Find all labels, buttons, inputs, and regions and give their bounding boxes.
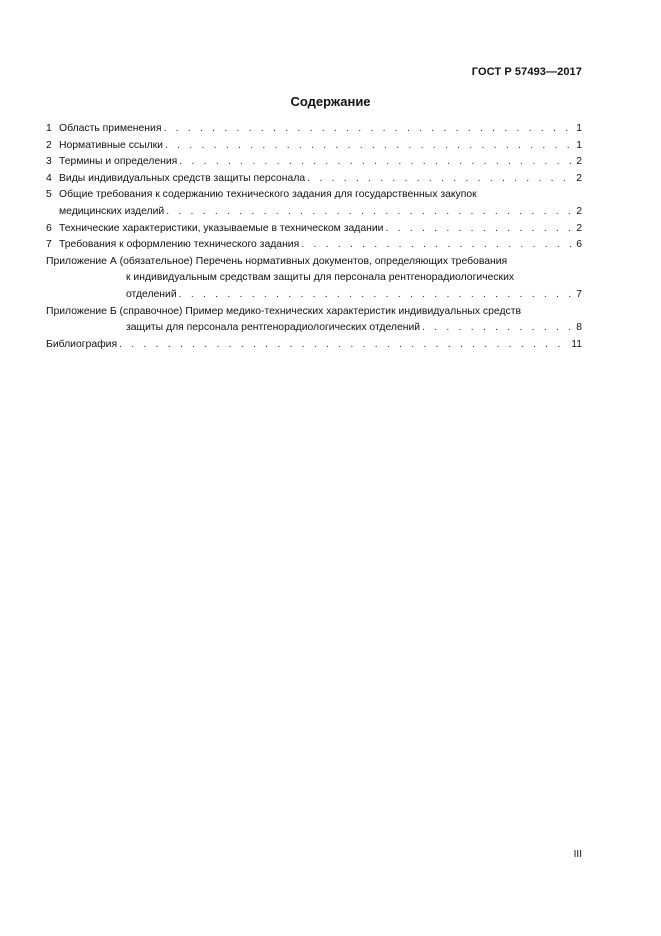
toc-page-number: 1 [576,139,582,151]
toc-entry[interactable] [46,171,582,188]
toc-entry[interactable] [46,237,582,254]
toc-entry-bibliography[interactable] [46,337,582,354]
dot-leader [385,221,573,238]
dot-leader [165,138,573,155]
toc-page-number: 2 [576,222,582,234]
toc-page-number: 7 [576,288,582,300]
toc-entry-number: 4 [46,172,52,184]
toc-entry-number: 3 [46,156,52,168]
toc-page-number: 11 [571,338,582,350]
toc-entry-number: 2 [46,139,52,151]
toc-entry-title-line: к индивидуальным средствам защиты для персонала рентгенорадиологических [126,272,515,284]
toc-entry-title: Нормативные ссылки [59,139,163,151]
toc-entry-title: Технические характеристики, указываемые в техническом задании [59,222,384,234]
toc-entry-title: Область применения [59,123,162,134]
toc-entry[interactable] [46,187,582,220]
dot-leader [163,121,573,138]
toc-entry-number: 6 [46,222,52,234]
toc-entry-number: 5 [46,189,52,201]
dot-leader [119,337,568,354]
toc-page-number: 1 [576,123,582,134]
toc-entry-title-line: Общие требования к содержанию технического задания для государственных закупок [59,189,477,201]
toc-entry[interactable] [46,221,582,238]
dot-leader [307,171,573,188]
toc-entry-title: медицинских изделий [59,205,165,217]
toc-entry-appendix-b[interactable] [46,304,582,337]
toc-entry-number: 7 [46,239,52,251]
toc-page-number: 2 [576,172,582,184]
dot-leader [179,154,573,171]
dot-leader [422,320,573,337]
toc-title: Содержание [290,94,371,109]
toc-entry[interactable] [46,138,582,155]
toc-page-number: 2 [576,205,582,217]
toc-entry-title: Термины и определения [59,156,178,168]
table-of-contents [46,121,582,353]
document-id: ГОСТ Р 57493—2017 [471,66,582,78]
toc-entry-title-line: Приложение Б (справочное) Пример медико-технических характеристик индивидуальных средств [46,305,521,317]
toc-entry-title: Библиография [46,338,118,350]
toc-page-number: 2 [576,156,582,168]
dot-leader [179,287,574,304]
toc-entry[interactable] [46,154,582,171]
toc-entry-title-line: Приложение А (обязательное) Перечень нормативных документов, определяющих требования [46,255,508,267]
toc-entry[interactable] [46,121,582,138]
toc-entry-title: Виды индивидуальных средств защиты персонала [59,172,306,184]
toc-page-number: 8 [576,322,582,334]
toc-page-number: 6 [576,239,582,251]
page-number: III [573,849,582,860]
toc-entry-title: Требования к оформлению технического задания [59,239,300,251]
toc-entry-title: защиты для персонала рентгенорадиологических отделений [126,322,421,334]
toc-entry-appendix-a[interactable] [46,254,582,304]
toc-entry-number: 1 [46,123,52,134]
dot-leader [301,237,573,254]
dot-leader [166,204,573,221]
toc-entry-title: отделений [126,288,177,300]
